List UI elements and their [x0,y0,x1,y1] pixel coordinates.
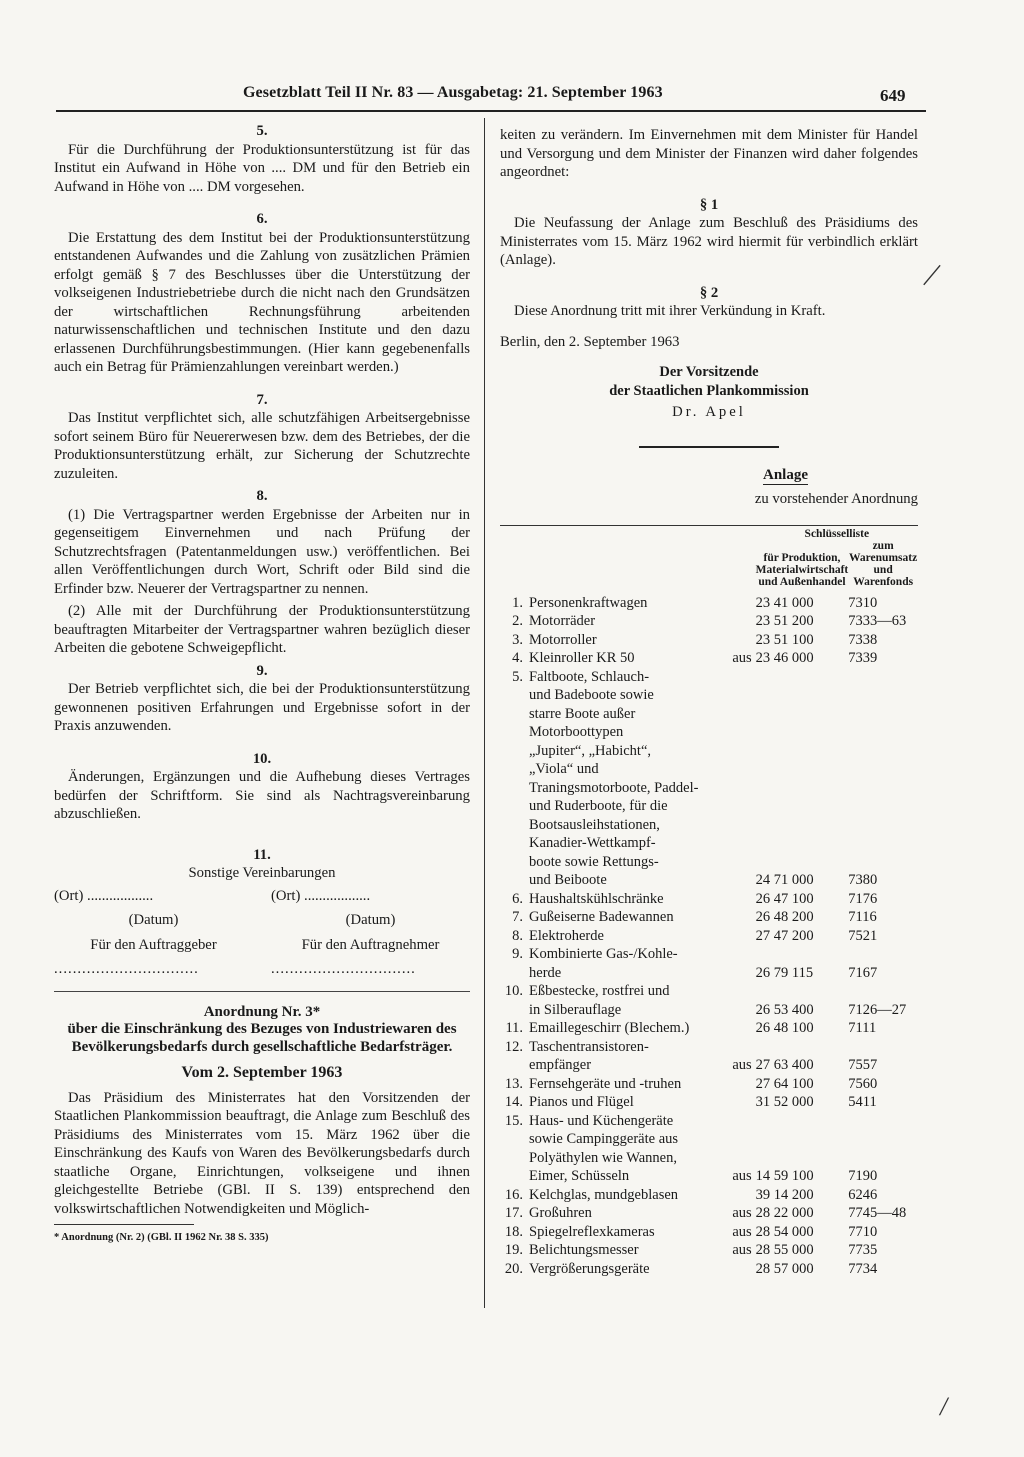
row-number: 13. [504,1075,524,1092]
row-aus [718,1019,755,1038]
table-row [500,612,918,631]
row-item: Vergrößerungsgeräte [529,1260,650,1277]
row-aus [718,612,755,631]
row-code-production: 26 79 115 [755,964,814,981]
row-aus: aus [732,1223,752,1240]
row-number: 16. [504,1186,524,1203]
section-8-paragraph-1: (1) Die Vertragspartner werden Ergebnisse der Arbeiten nur in gegenseitigem Einvernehmen und nach Prüfung der Schutzrechtsfragen (Patentanmeldungen usw.) veröffentlichen. Bei allen Veröffentlichungen durch Wort, Schrift oder Bild sind die Erfinder bzw. Neuerer der Vertragspartner zu nennen. [54,506,470,597]
anlage-table [500,528,918,1279]
row-item: Pianos und Flügel [529,1094,634,1110]
anordnung-text: Das Präsidium des Ministerrates hat den Vorsitzenden der Staatlichen Plankommission beauftragt, die Anlage zum Beschluß des Präsidiums des Ministerrates vom 15. März 1962 über die Einschränkung des Kaufs von Waren des Bevölkerungsbedarfs durch staatliche Organe, Einrichtungen, volkseigene und ihnen gleichgestellte Betriebe (GBl. II S. 139) entsprechend den volkswirtschaftlichen Notwendigkeiten und Möglich- [54,1089,470,1217]
row-code-trade: 7333—63 [848,613,907,629]
row-code-trade: 6246 [848,1186,878,1203]
row-item: Eßbestecke, rostfrei und in Silberauflage [529,983,670,1018]
section-number: 10. [252,750,272,767]
row-code-trade: 7111 [848,1020,877,1036]
row-code-production: 28 54 000 [755,1223,814,1240]
row-code-trade: 7745—48 [848,1205,907,1221]
row-number: 18. [504,1223,524,1240]
row-aus: aus [732,1168,752,1184]
row-code-production: 23 41 000 [755,594,814,611]
ort-field-left: (Ort) .................. [54,887,154,904]
section-number: 8. [256,488,268,504]
row-aus: aus [732,1057,752,1073]
table-row [500,1223,918,1242]
row-code-production: 26 47 100 [755,890,814,907]
row-code-production: 24 71 000 [755,872,814,888]
row-aus: aus [732,650,752,666]
datum-label-right: (Datum) [345,912,396,928]
table-row [500,890,918,909]
signatory-name: Dr. Apel [672,404,746,420]
row-item: Spiegelreflexkameras [529,1223,655,1240]
row-item: Haushaltskühlschränke [529,890,664,907]
table-row [500,1204,918,1223]
row-aus [718,1075,755,1094]
row-item: Großuhren [529,1205,592,1221]
row-code-production: 28 57 000 [755,1260,814,1277]
section-11-title: Sonstige Vereinbarungen [188,865,336,881]
section-9-text: Der Betrieb verpflichtet sich, die bei der Produktionsunterstützung gewonnenen positiven Erfahrungen und Ergebnisse sofort in der Praxis anzuwenden. [54,681,470,734]
separator-rule [639,446,779,448]
row-aus [718,982,755,1019]
row-aus [718,945,755,982]
right-column [500,126,918,1278]
footnote-rule [54,1224,194,1225]
section-number: 5. [256,123,268,139]
table-row [500,631,918,650]
table-row [500,649,918,668]
signature-fields [54,887,470,979]
section-7-text: Das Institut verpflichtet sich, alle schutzfähigen Arbeitsergebnisse sofort seinem Büro für Neuererwesen bzw. dem des Betriebes, der die Produktionsunterstützung erhält, zur Sicherung der Schutzrechte zuzuleiten. [54,410,470,482]
ort-field-right: (Ort) .................. [271,887,371,904]
table-row [500,1241,918,1260]
row-aus [718,1260,755,1279]
signature-line-right: ............................... [271,961,416,977]
row-number: 6. [512,890,524,907]
table-row [500,945,918,982]
row-number: 19. [504,1242,524,1258]
section-number: 11. [253,846,271,863]
row-code-production: 28 55 000 [755,1242,814,1258]
table-row [500,1019,918,1038]
section-number: 6. [256,211,268,227]
row-aus [718,668,755,890]
row-code-production: 28 22 000 [755,1205,814,1221]
row-code-production: 26 48 100 [755,1020,814,1036]
signature-title-2: der Staatlichen Plankommission [609,383,809,399]
row-code-production: 27 47 200 [755,927,814,944]
row-item: Personenkraftwagen [529,594,648,611]
row-code-trade: 7735 [848,1242,878,1258]
row-code-production: 27 64 100 [755,1075,814,1092]
row-number: 20. [504,1260,524,1277]
row-aus [718,908,755,927]
row-code-trade: 5411 [848,1094,877,1110]
row-number: 11. [505,1020,524,1036]
row-code-trade: 7126—27 [848,1001,907,1018]
row-number: 5. [512,668,524,685]
row-number: 4. [512,650,524,666]
row-item: Belichtungsmesser [529,1242,639,1258]
row-item: Motorroller [529,631,597,648]
header-rule [56,110,926,112]
anlage-heading [500,466,918,485]
row-aus: aus [732,1205,752,1221]
row-code-production: 26 48 200 [755,909,814,925]
auftraggeber-label: Für den Auftraggeber [90,936,217,953]
row-code-trade: 7176 [848,890,878,907]
row-code-production: 27 63 400 [755,1057,814,1073]
row-number: 15. [504,1112,524,1129]
row-code-trade: 7380 [848,872,878,888]
row-code-trade: 7190 [848,1168,878,1184]
row-item: Emaillegeschirr (Blechem.) [529,1020,690,1036]
paragraph-number: § 2 [699,284,719,301]
row-number: 8. [512,927,524,944]
row-number: 9. [512,946,524,962]
row-code-trade: 7710 [848,1223,878,1240]
auftragnehmer-label: Für den Auftragnehmer [301,936,440,953]
row-number: 7. [512,909,524,925]
running-header: Gesetzblatt Teil II Nr. 83 — Ausgabetag: 21. September 1963 [243,84,663,101]
section-number: 9. [256,662,268,679]
left-column [54,120,470,1248]
table-row [500,1075,918,1094]
row-item: Elektroherde [529,927,604,944]
section-10-text: Änderungen, Ergänzungen und die Aufhebung dieses Vertrages bedürfen der Schriftform. Sie sind als Nachtragsvereinbarung abzuschließen. [54,769,470,822]
section-number: 7. [256,391,268,408]
row-code-production: 26 53 400 [755,1001,814,1018]
paragraph-number: § 1 [699,196,719,213]
row-code-trade: 7557 [848,1057,878,1073]
row-aus [718,1093,755,1112]
row-code-trade: 7310 [848,594,878,611]
table-row [500,1260,918,1279]
row-item: Haus- und Küchengeräte sowie Campinggeräte aus Polyäthylen wie Wannen, Eimer, Schüsseln [529,1112,679,1184]
row-code-trade: 7734 [848,1260,878,1277]
section-6-text: Die Erstattung des dem Institut bei der Produktionsunterstützung entstandenen Aufwandes und die Zahlung von zusätzlichen Prämien erfolgt gemäß § 7 des Beschlusses über die Unterstützung der volkseigenen Industriebetriebe durch die nicht nach den Grundsätzen der wirtschaftlichen Rechnungsführung arbeitenden naturwissenschaftlichen und technischen Institute und den dazu erlassenen Durchführungsbestimmungen. (Hier kann gegebenenfalls auch ein Betrag für Prämienzahlungen vereinbart werden.) [54,229,470,375]
row-item: Faltboote, Schlauch- und Badeboote sowie starre Boote außer Motorboottypen „Jupiter“, „Habicht“, „Viola“ und Traningsmotorboote, Paddel- und Ruderboote, für die Bootsausleihstationen, Kanadier-Wettkampf- boote sowie Rettungs- und Beiboote [529,668,699,888]
row-item: Motorräder [529,613,596,629]
table-header-group: Schlüsselliste [804,527,870,540]
anordnung-title: Anordnung Nr. 3* über die Einschränkung des Bezuges von Industriewaren des Bevölkerungsbedarfs durch gesellschaftliche Bedarfsträger. [67,1003,457,1055]
section-8-paragraph-2: (2) Alle mit der Durchführung der Produktionsunterstützung beauftragten Mitarbeiter der Vertragspartner wahren bezüglich dieser Arbeiten die gebotene Schweigepflicht. [54,603,470,656]
paragraph-2-text: Diese Anordnung tritt mit ihrer Verkündung in Kraft. [514,303,826,319]
row-code-production: 23 46 000 [755,650,814,666]
row-number: 10. [504,983,524,999]
table-header-col2: zum Warenumsatz und Warenfonds [849,539,918,588]
table-row [500,668,918,890]
row-code-trade: 7521 [848,927,878,944]
row-item: Kleinroller KR 50 [529,650,635,666]
row-code-trade: 7339 [848,650,878,666]
row-number: 3. [512,631,524,648]
row-aus [718,594,755,613]
anlage-title: Anlage [763,466,808,483]
row-code-production: 23 51 200 [755,613,814,629]
table-row [500,1093,918,1112]
row-number: 2. [512,613,524,629]
table-row [500,982,918,1019]
row-aus [718,1186,755,1205]
section-rule [54,991,470,992]
margin-mark: / [940,1392,948,1421]
row-number: 14. [504,1094,524,1110]
row-code-production: 23 51 100 [755,631,814,648]
row-code-production: 39 14 200 [755,1186,814,1203]
table-row [500,594,918,613]
signature-title-1: Der Vorsitzende [659,364,759,380]
table-row [500,1112,918,1186]
row-number: 12. [504,1038,524,1055]
row-aus [718,927,755,946]
paragraph-1-text: Die Neufassung der Anlage zum Beschluß des Präsidiums des Ministerrates vom 15. März 1962 wird hiermit für verbindlich erklärt (Anlage). [500,215,918,268]
datum-label-left: (Datum) [128,912,179,928]
anordnung-date: Vom 2. September 1963 [181,1064,343,1081]
table-row [500,1038,918,1075]
signature-line-left: ............................... [54,961,199,977]
row-number: 17. [504,1205,524,1221]
table-header-col1: für Produktion, Materialwirtschaft und Außenhandel [755,551,849,588]
row-aus: aus [732,1242,752,1258]
row-code-trade: 7338 [848,631,878,648]
margin-mark: | [921,259,946,288]
row-code-trade: 7560 [848,1075,878,1092]
section-5-text: Für die Durchführung der Produktionsunterstützung ist für das Institut ein Aufwand in Höhe von .... DM und für den Betrieb ein Aufwand in Höhe von .... DM vorgesehen. [54,141,470,195]
footnote: * Anordnung (Nr. 2) (GBl. II 1962 Nr. 38 S. 335) [54,1232,269,1243]
row-item: Kombinierte Gas-/Kohle- herde [529,946,678,981]
row-code-trade: 7167 [848,964,878,981]
intro-text: keiten zu verändern. Im Einvernehmen mit dem Minister für Handel und Versorgung und dem Minister der Finanzen wird daher folgendes angeordnet: [500,127,918,180]
row-aus [718,890,755,909]
row-code-trade: 7116 [848,909,877,925]
row-number: 1. [512,594,524,611]
table-row [500,1186,918,1205]
row-item: Kelchglas, mundgeblasen [529,1186,679,1203]
row-item: Taschentransistoren- empfänger [529,1038,649,1073]
table-top-rule [500,525,918,526]
row-aus [718,631,755,650]
table-row [500,908,918,927]
row-code-production: 31 52 000 [755,1094,814,1110]
anlage-subtitle: zu vorstehender Anordnung [754,491,918,507]
place-date: Berlin, den 2. September 1963 [500,333,680,350]
row-code-production: 14 59 100 [755,1168,814,1184]
table-row [500,927,918,946]
row-item: Fernsehgeräte und -truhen [529,1075,682,1092]
row-item: Gußeiserne Badewannen [529,909,674,925]
page-number: 649 [880,86,906,105]
column-divider [484,118,485,1308]
